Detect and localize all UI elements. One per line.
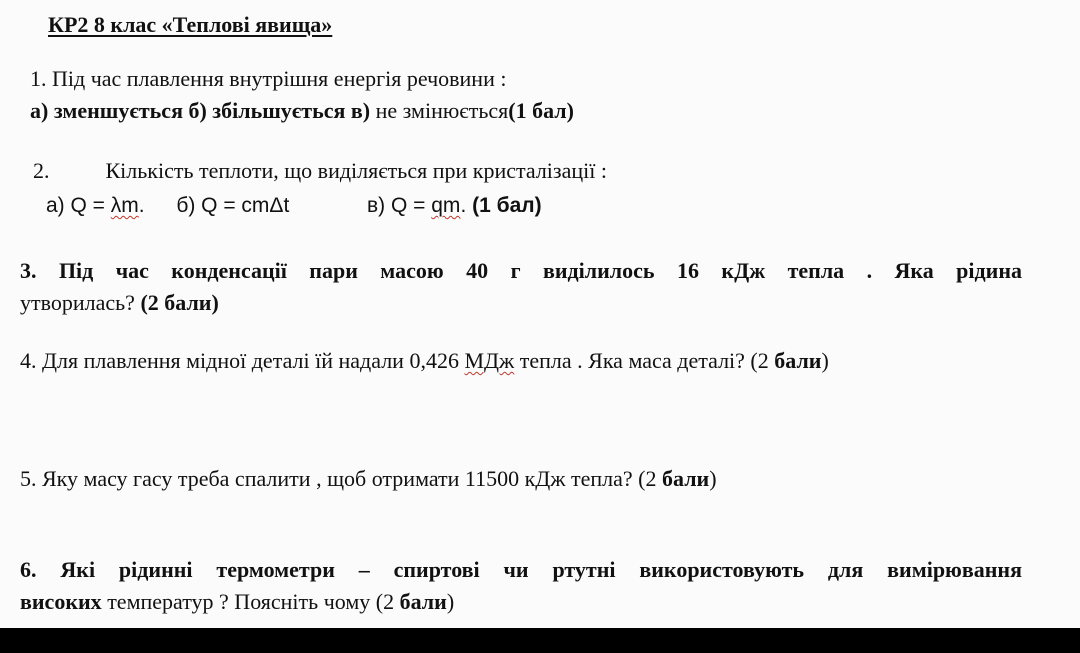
q1-question: 1. Під час плавлення внутрішня енергія речовини : (30, 66, 507, 91)
q3-line2 (20, 290, 219, 316)
page-title: КР2 8 клас «Теплові явища» (48, 12, 333, 37)
q6-points: бали (399, 589, 447, 614)
q4-unit: МДж (464, 348, 515, 373)
q6-bold-word: високих (20, 589, 102, 614)
q1-answer-b: б) збільшується (188, 98, 346, 123)
q3-text-1: Під час конденсації пари масою 40 г виділилось 16 кДж тепла . Яка рідина (58, 258, 1022, 283)
q2-text: Кількість теплоти, що виділяється при кристалізації : (105, 158, 607, 183)
q1-answer-v-text: не змінюється (375, 98, 509, 123)
q2-points: (1 бал) (472, 194, 542, 217)
q2-options (46, 193, 542, 219)
q5-text: 5. Яку масу гасу треба спалити , щоб отримати 11500 кДж тепла? (2 бали) (20, 466, 717, 491)
q6-number: 6. (20, 557, 37, 582)
q3-text-2: утворилась? (20, 290, 135, 315)
q1-answers (30, 98, 574, 124)
q3-points: (2 бали) (140, 290, 219, 315)
q6-line1 (20, 557, 1022, 583)
q4-text: 4. Для плавлення мідної деталі їй надали 0,426 МДж тепла . Яка маса деталі? (2 бали) (20, 348, 829, 373)
q1-answer-a: а) зменшується (30, 98, 183, 123)
q4-points: бали (774, 348, 822, 373)
q3-line1 (20, 258, 1022, 284)
q3-number: 3. (20, 258, 37, 283)
q2-option-v: в) Q = qm. (366, 194, 467, 217)
q2-option-a: а) Q = λm. (46, 194, 145, 217)
q2-option-b: б) Q = cmΔt (176, 194, 290, 217)
q2-formula-v: qm (431, 194, 461, 217)
q5-points: бали (662, 466, 710, 491)
q1-answer-v: в) (350, 98, 371, 123)
q2-question (33, 158, 607, 184)
q2-formula-a: λm (110, 194, 139, 217)
q1-points: (1 бал) (508, 98, 574, 123)
q6-text-1: Які рідинні термометри – спиртові чи ртутні використовують для вимірювання (60, 557, 1022, 582)
q6-line2: високих температур ? Поясніть чому (2 бали) (20, 589, 455, 614)
q2-number: 2. (33, 158, 50, 183)
